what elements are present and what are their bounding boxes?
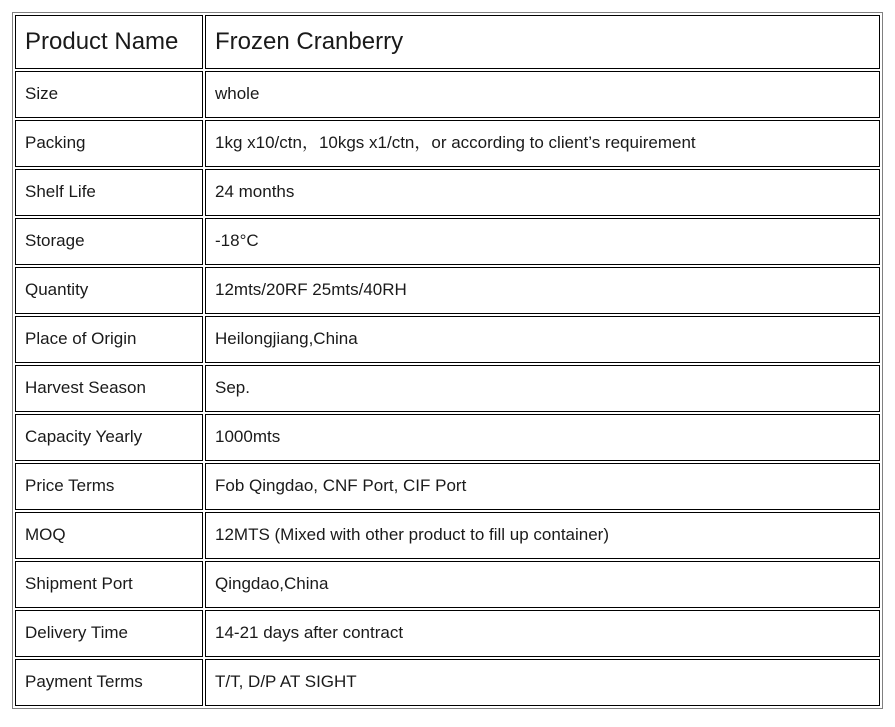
row-label-cell: Delivery Time [15, 610, 203, 657]
table-row [15, 610, 880, 657]
table-row [15, 169, 880, 216]
row-label-cell: Shelf Life [15, 169, 203, 216]
header-value-cell: Frozen Cranberry [205, 15, 880, 69]
row-value-cell: 1kg x10/ctn，10kgs x1/ctn，or according to client’s requirement [205, 120, 880, 167]
row-value-cell: whole [205, 71, 880, 118]
row-label-cell: Storage [15, 218, 203, 265]
row-label-cell: Payment Terms [15, 659, 203, 706]
table-row [15, 414, 880, 461]
product-spec-table [12, 12, 883, 709]
row-value-cell: 1000mts [205, 414, 880, 461]
header-label-cell: Product Name [15, 15, 203, 69]
table-row [15, 659, 880, 706]
table-row [15, 365, 880, 412]
table-row [15, 218, 880, 265]
row-value-cell: 12mts/20RF 25mts/40RH [205, 267, 880, 314]
row-value-cell: Heilongjiang,China [205, 316, 880, 363]
row-value-cell: Fob Qingdao, CNF Port, CIF Port [205, 463, 880, 510]
row-label-cell: Quantity [15, 267, 203, 314]
table-row [15, 463, 880, 510]
table-row [15, 316, 880, 363]
row-value-cell: 14-21 days after contract [205, 610, 880, 657]
row-label-cell: Harvest Season [15, 365, 203, 412]
row-value-cell: T/T, D/P AT SIGHT [205, 659, 880, 706]
spec-table-body [15, 15, 880, 706]
table-row [15, 561, 880, 608]
row-value-cell: 12MTS (Mixed with other product to fill up container) [205, 512, 880, 559]
row-value-cell: -18°C [205, 218, 880, 265]
row-value-cell: Sep. [205, 365, 880, 412]
row-label-cell: Shipment Port [15, 561, 203, 608]
row-label-cell: Size [15, 71, 203, 118]
table-row [15, 512, 880, 559]
row-label-cell: MOQ [15, 512, 203, 559]
row-label-cell: Packing [15, 120, 203, 167]
table-row [15, 120, 880, 167]
row-label-cell: Place of Origin [15, 316, 203, 363]
row-value-cell: 24 months [205, 169, 880, 216]
table-row [15, 71, 880, 118]
table-header-row [15, 15, 880, 69]
row-label-cell: Capacity Yearly [15, 414, 203, 461]
row-label-cell: Price Terms [15, 463, 203, 510]
row-value-cell: Qingdao,China [205, 561, 880, 608]
table-row [15, 267, 880, 314]
